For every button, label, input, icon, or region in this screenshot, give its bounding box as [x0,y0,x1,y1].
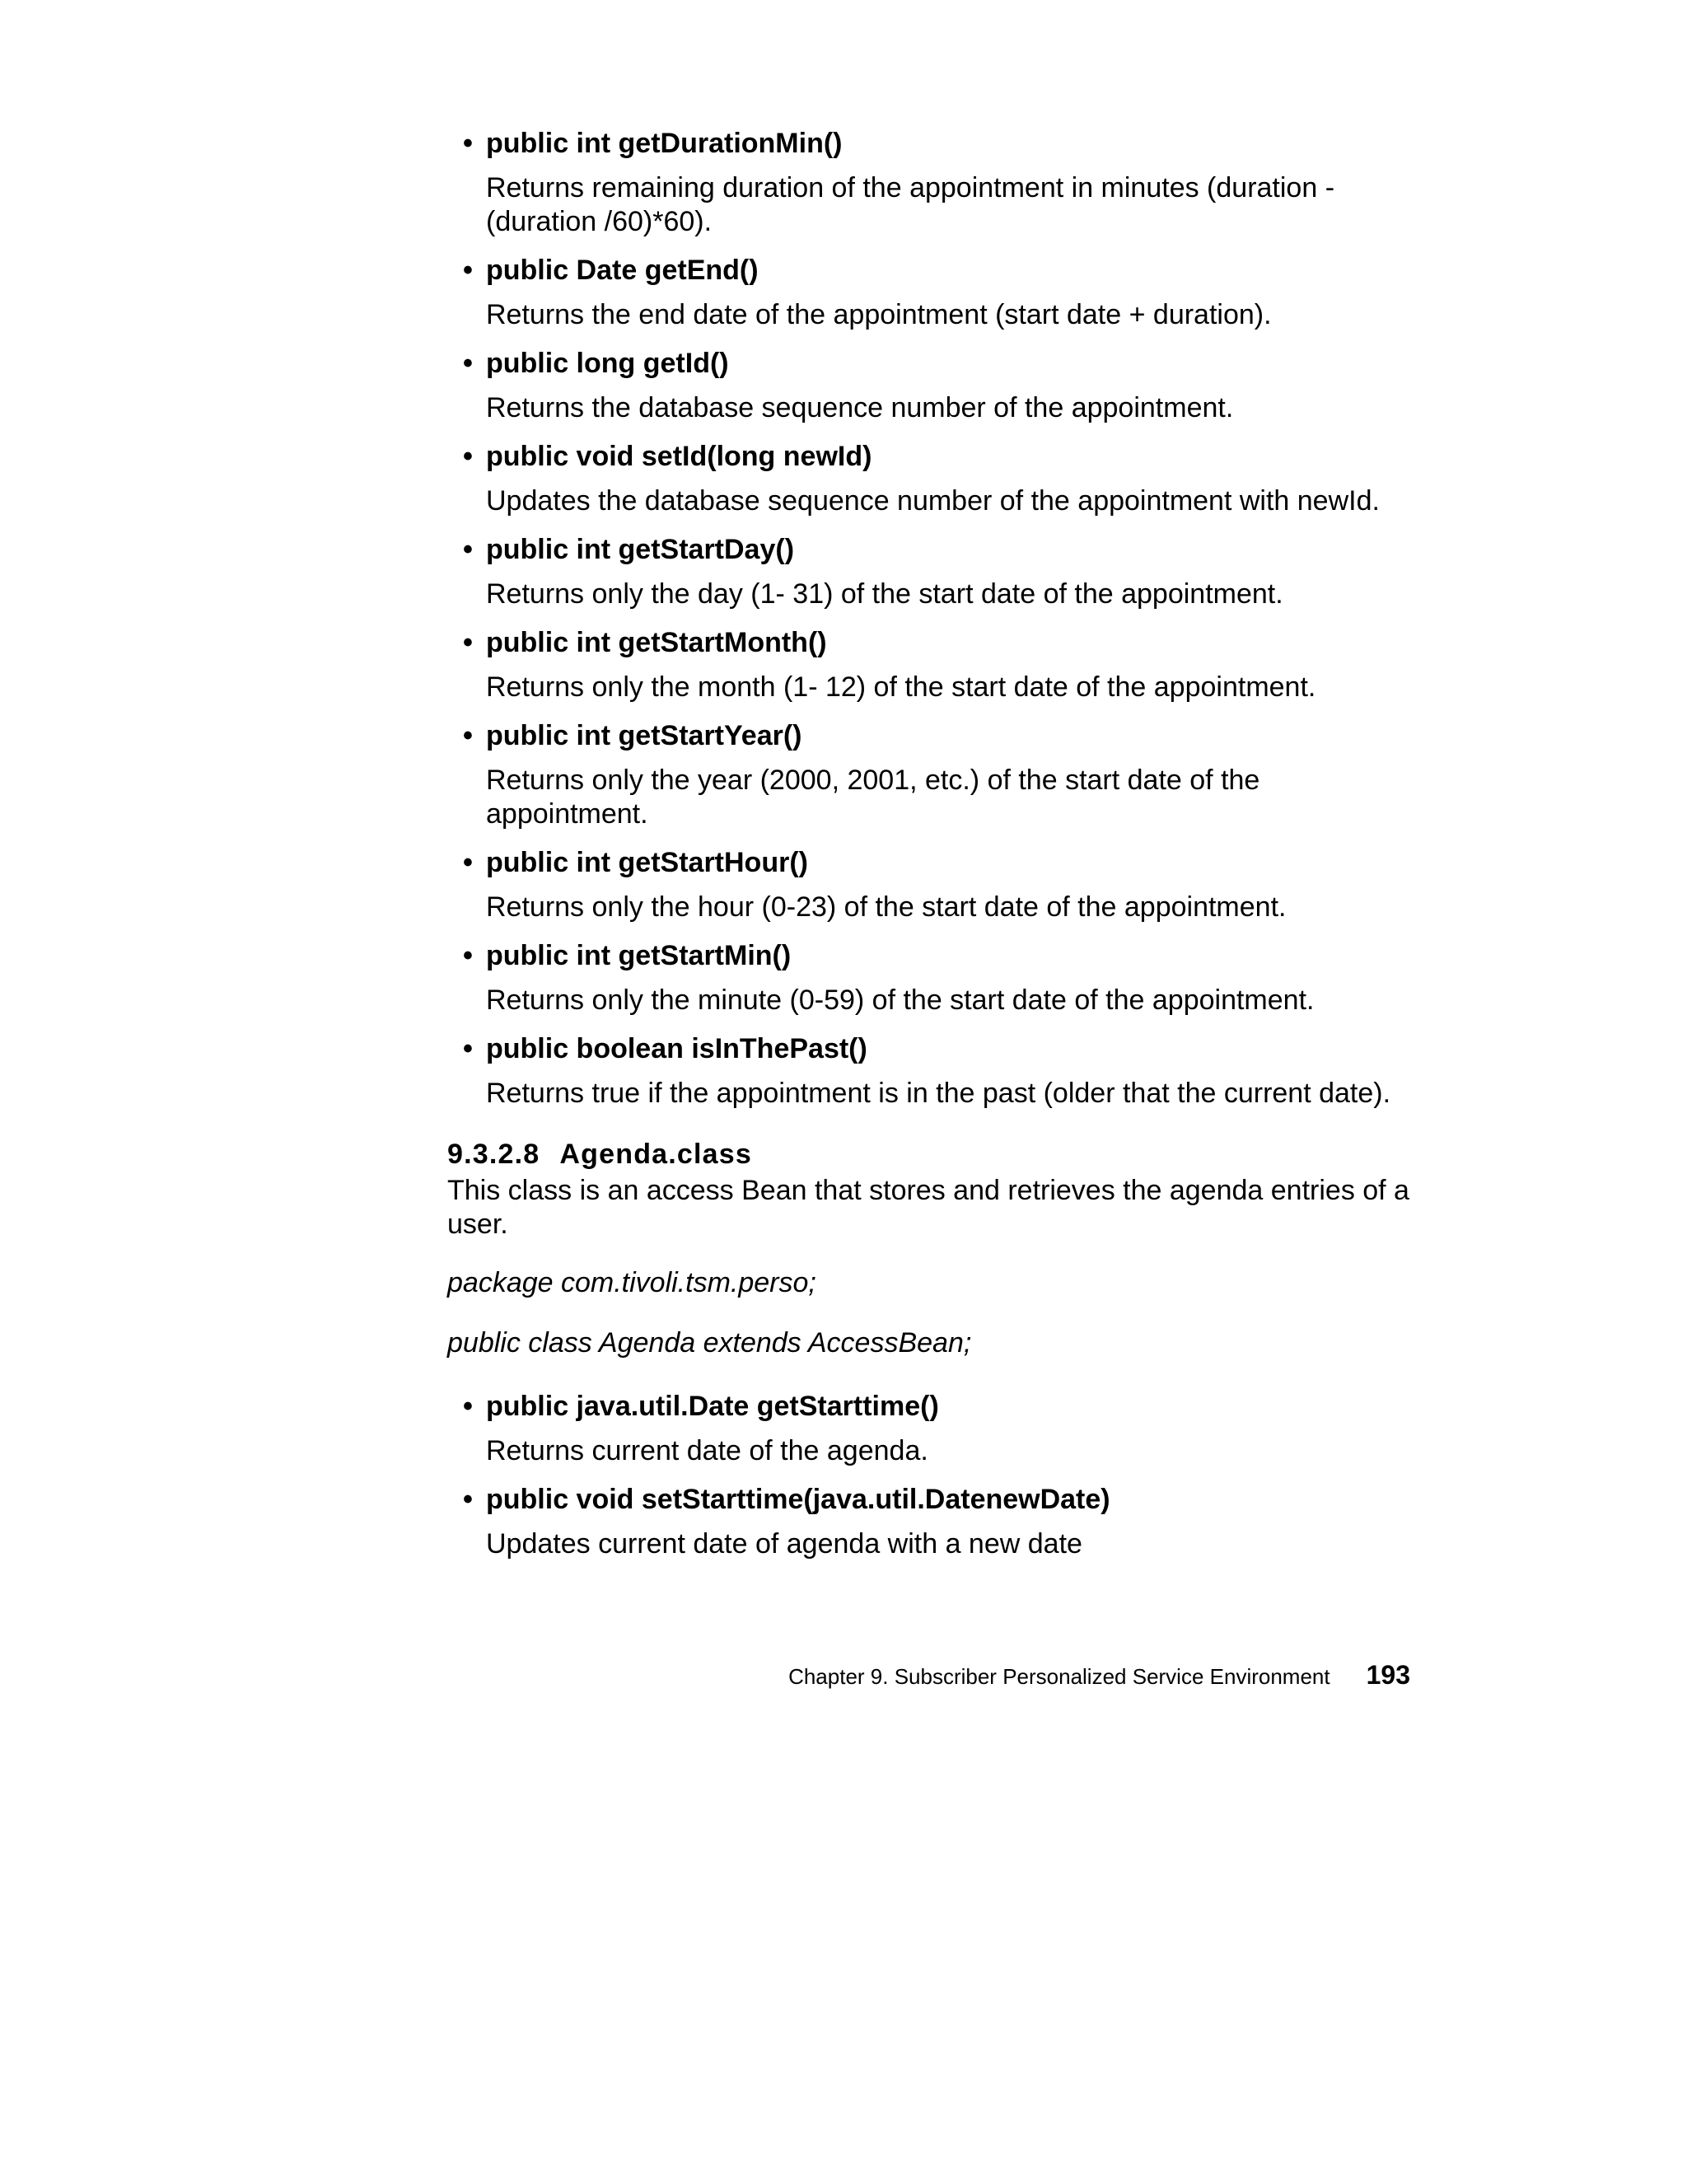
method-description: Returns the end date of the appointment (start date + duration). [486,299,1272,330]
method-signature: public int getStartMin() [486,940,792,971]
list-item [447,344,1419,425]
list-item [447,250,1419,332]
method-description: Returns the database sequence number of the appointment. [486,392,1234,423]
method-description: Updates the database sequence number of the appointment with newId. [486,485,1380,517]
page-content [447,124,1419,1573]
method-signature: public void setStarttime(java.util.DatenewDate) [486,1484,1110,1515]
method-signature: public int getStartMonth() [486,627,827,658]
bullet-icon: • [463,847,473,878]
list-item [447,1029,1419,1111]
list-item [447,437,1419,518]
method-signature: public void setId(long newId) [486,441,872,472]
method-list-agenda [447,1387,1419,1561]
page-footer [788,1660,1410,1691]
bullet-icon: • [463,1484,473,1515]
package-declaration: package com.tivoli.tsm.perso; [447,1267,816,1298]
class-declaration: public class Agenda extends AccessBean; [447,1327,972,1359]
bullet-icon: • [463,255,473,286]
method-description: Updates current date of agenda with a new date [486,1528,1082,1560]
method-signature: public long getId() [486,348,729,379]
bullet-icon: • [463,348,473,379]
method-description: Returns only the month (1- 12) of the start date of the appointment. [486,671,1316,703]
method-signature: public boolean isInThePast() [486,1033,867,1064]
page-number: 193 [1366,1660,1410,1690]
method-signature: public int getStartHour() [486,847,808,878]
method-signature: public int getDurationMin() [486,128,843,159]
method-list-appointment [447,124,1419,1111]
method-description: Returns only the day (1- 31) of the start date of the appointment. [486,578,1283,610]
bullet-icon: • [463,128,473,159]
section-intro: This class is an access Bean that stores and retrieves the agenda entries of a user. [447,1175,1409,1240]
method-description: Returns only the minute (0-59) of the start date of the appointment. [486,984,1315,1016]
list-item [447,936,1419,1017]
bullet-icon: • [463,720,473,751]
list-item [447,843,1419,924]
section-number: 9.3.2.8 [447,1139,540,1170]
list-item [447,530,1419,611]
section-heading [447,1134,1419,1174]
list-item [447,623,1419,704]
list-item [447,716,1419,831]
bullet-icon: • [463,940,473,971]
bullet-icon: • [463,627,473,658]
method-signature: public Date getEnd() [486,255,759,286]
bullet-icon: • [463,534,473,565]
list-item [447,1387,1419,1468]
list-item [447,1480,1419,1561]
method-description: Returns true if the appointment is in the past (older that the current date). [486,1078,1391,1109]
method-description: Returns current date of the agenda. [486,1435,928,1466]
method-description: Returns only the year (2000, 2001, etc.) of the start date of the appointment. [486,765,1260,830]
list-item [447,124,1419,239]
section-title: Agenda.class [559,1139,752,1170]
footer-chapter-title: Chapter 9. Subscriber Personalized Service Environment [788,1664,1330,1689]
method-description: Returns remaining duration of the appointment in minutes (duration - (duration /60)*60). [486,172,1335,237]
method-signature: public java.util.Date getStarttime() [486,1391,939,1422]
method-description: Returns only the hour (0-23) of the start date of the appointment. [486,891,1287,923]
method-signature: public int getStartYear() [486,720,802,751]
bullet-icon: • [463,1033,473,1064]
bullet-icon: • [463,1391,473,1422]
bullet-icon: • [463,441,473,472]
method-signature: public int getStartDay() [486,534,795,565]
